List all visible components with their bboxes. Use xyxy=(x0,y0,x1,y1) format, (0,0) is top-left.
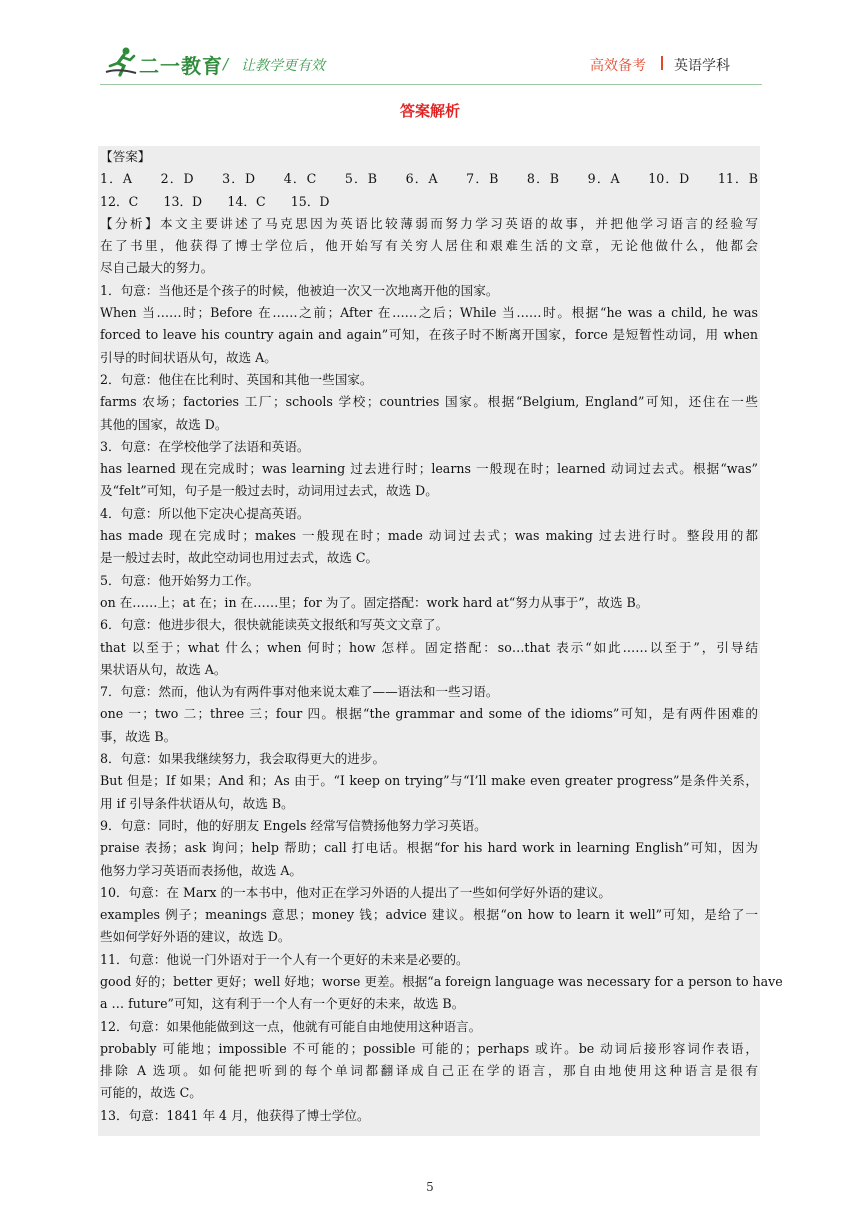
text-line: 些如何学好外语的建议，故选 D。 xyxy=(100,929,291,945)
text-line: 用 if 引导条件状语从句，故选 B。 xyxy=(100,795,294,811)
text-line: 可能的，故选 C。 xyxy=(100,1085,202,1101)
page-number: 5 xyxy=(426,1180,434,1194)
answer-content xyxy=(98,146,783,1136)
text-line: 12．句意：如果他能做到这一点，他就有可能自由地使用这种语言。 xyxy=(100,1018,482,1034)
text-line: 4．句意：所以他下定决心提高英语。 xyxy=(100,505,310,521)
text-line: 8．句意：如果我继续努力，我会取得更大的进步。 xyxy=(100,751,386,767)
text-line: 尽自己最大的努力。 xyxy=(100,260,214,276)
logo-text: 二一教育 xyxy=(139,54,223,78)
page-title: 答案解析 xyxy=(399,102,460,120)
text-line: 在了书里，他获得了博士学位后，他开始写有关穷人居住和艰难生活的文章，无论他做什么，他都会 xyxy=(100,238,758,254)
text-line: a … future”可知，这有利于一个人有一个更好的未来，故选 B。 xyxy=(100,996,465,1012)
text-line: farms 农场；factories 工厂；schools 学校；countries 国家。根据“Belgium, England”可知，还住在一些 xyxy=(100,394,758,410)
text-line: 【分析】本文主要讲述了马克思因为英语比较薄弱而努力学习英语的故事，并把他学习语言的经验写 xyxy=(100,215,758,231)
text-line: that 以至于；what 什么；when 何时；how 怎样。固定搭配：so…that 表示“如此……以至于”，引导结 xyxy=(100,639,758,655)
text-line: But 但是；If 如果；And 和；As 由于。“I keep on trying”与“I’ll make even greater progress”是条件关系， xyxy=(100,773,758,789)
text-line: praise 表扬；ask 询问；help 帮助；call 打电话。根据“for his hard work in learning English”可知，因为 xyxy=(100,840,758,856)
text-line: 及“felt”可知，句子是一般过去时，动词用过去式，故选 D。 xyxy=(100,483,438,499)
text-line: 果状语从句，故选 A。 xyxy=(100,661,227,677)
text-line: has learned 现在完成时；was learning 过去进行时；learns 一般现在时；learned 动词过去式。根据“was” xyxy=(100,461,758,477)
slogan: 让教学更有效 xyxy=(241,58,325,74)
header-rule xyxy=(100,84,762,85)
text-line: 他努力学习英语而表扬他，故选 A。 xyxy=(100,862,303,878)
page-header xyxy=(0,0,860,90)
text-line: 5．句意：他开始努力工作。 xyxy=(100,572,260,588)
text-line: 是一般过去时，故此空动词也用过去式，故选 C。 xyxy=(100,550,379,566)
text-line: probably 可能地；impossible 不可能的；possible 可能的；perhaps 或许。be 动词后接形容词作表语， xyxy=(100,1040,758,1056)
text-line: 引导的时间状语从句，故选 A。 xyxy=(100,349,277,365)
text-line: When 当……时；Before 在……之前；After 在……之后；While 当……时。根据“he was a child, he was xyxy=(100,305,758,321)
text-line: 【答案】 xyxy=(100,149,151,164)
text-line: has made 现在完成时；makes 一般现在时；made 动词过去式；was making 过去进行时。整段用的都 xyxy=(100,528,758,544)
header-tag-subject: 英语学科 xyxy=(674,58,730,74)
text-line: 2．句意：他住在比利时、英国和其他一些国家。 xyxy=(100,371,373,387)
text-line: forced to leave his country again and again”可知，在孩子时不断离开国家，force 是短暂性动词，用 when xyxy=(100,327,758,343)
logo xyxy=(104,46,224,82)
slogan-separator: / xyxy=(223,55,229,73)
text-line: 1．A 2．D 3．D 4．C 5．B 6．A 7．B 8．B 9．A 10．D 11．B xyxy=(100,171,758,187)
text-line: 10．句意：在 Marx 的一本书中，他对正在学习外语的人提出了一些如何学好外语的建议。 xyxy=(100,884,611,900)
header-tag-exam: 高效备考 xyxy=(590,58,646,74)
text-line: 12．C 13．D 14．C 15．D xyxy=(100,193,330,209)
header-divider xyxy=(661,56,663,70)
text-line: 11．句意：他说一门外语对于一个人有一个更好的未来是必要的。 xyxy=(100,951,469,967)
text-line: 1．句意：当他还是个孩子的时候，他被迫一次又一次地离开他的国家。 xyxy=(100,282,499,298)
text-line: good 好的；better 更好；well 好地；worse 更差。根据“a foreign language was necessary for a person to have xyxy=(100,973,783,989)
text-line: 13．句意：1841 年 4 月，他获得了博士学位。 xyxy=(100,1107,370,1123)
text-line: 9．句意：同时，他的好朋友 Engels 经常写信赞扬他努力学习英语。 xyxy=(100,817,487,833)
text-line: 3．句意：在学校他学了法语和英语。 xyxy=(100,438,310,454)
runner-logo-icon xyxy=(104,46,138,78)
text-line: 事，故选 B。 xyxy=(100,728,177,744)
text-line: 7．句意：然而，他认为有两件事对他来说太难了——语法和一些习语。 xyxy=(100,684,499,700)
text-line: one 一；two 二；three 三；four 四。根据“the grammar and some of the idioms”可知，是有两件困难的 xyxy=(100,706,758,722)
text-line: 其他的国家，故选 D。 xyxy=(100,416,228,432)
text-line: on 在……上；at 在；in 在……里；for 为了。固定搭配：work hard at“努力从事于”，故选 B。 xyxy=(100,594,649,610)
text-line: 排除 A 选项。如何能把听到的每个单词都翻译成自己正在学的语言，那自由地使用这种语言是很有 xyxy=(100,1063,758,1079)
text-line: 6．句意：他进步很大，很快就能读英文报纸和写英文文章了。 xyxy=(100,617,449,633)
text-line: examples 例子；meanings 意思；money 钱；advice 建议。根据“on how to learn it well”可知，是给了一 xyxy=(100,907,758,923)
